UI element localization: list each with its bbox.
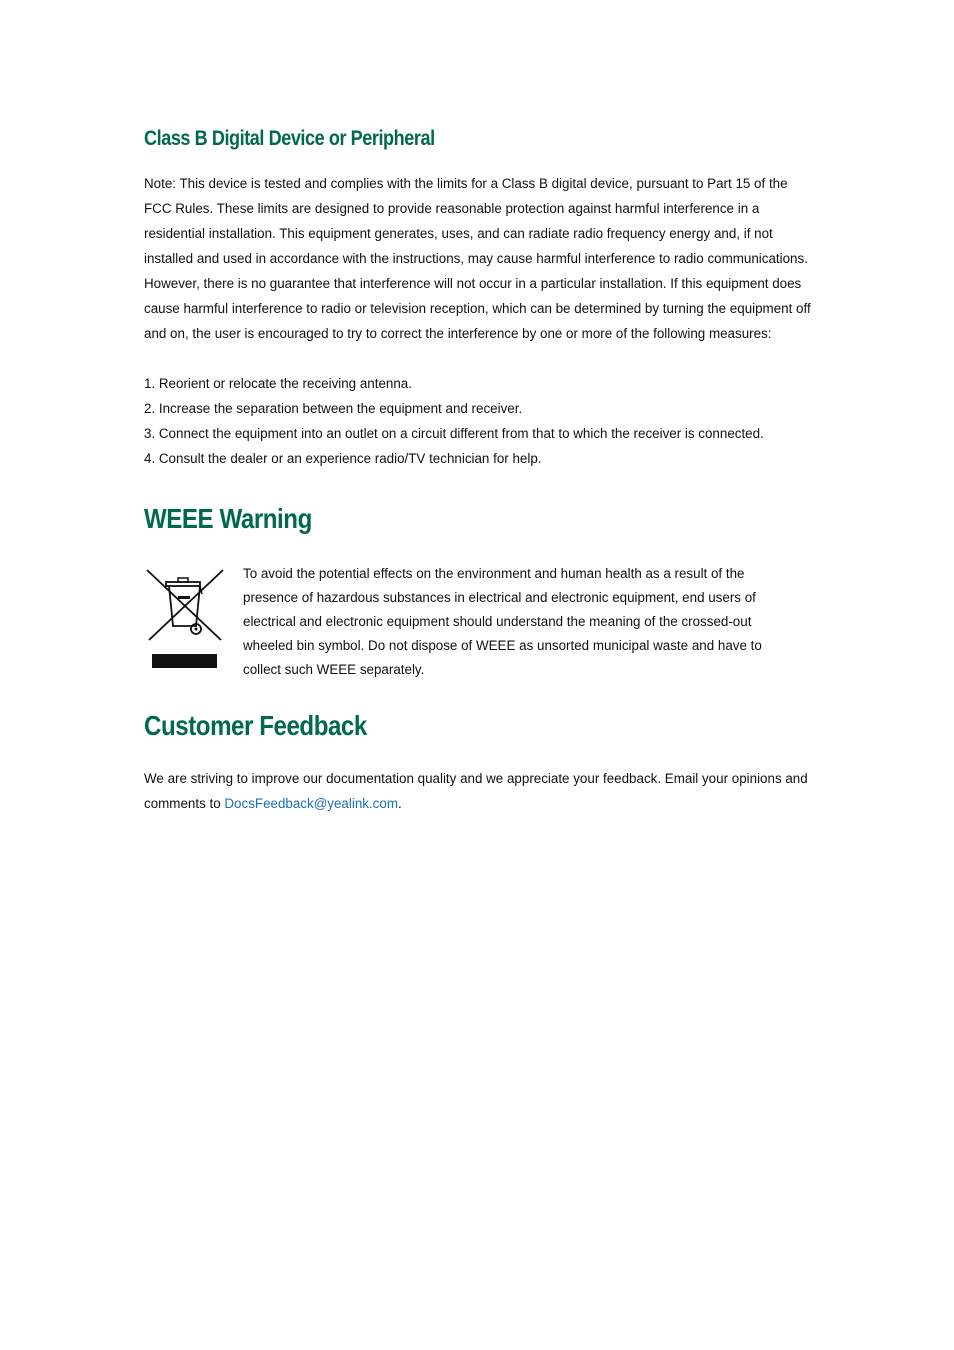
- weee-heading: WEEE Warning: [144, 503, 312, 534]
- feedback-text-after: .: [397, 796, 402, 811]
- list-item: 1. Reorient or relocate the receiving antenna.: [144, 376, 412, 391]
- class-b-measures-list: [144, 371, 816, 471]
- list-item: 3. Connect the equipment into an outlet on a circuit different from that to which the receiver is connected.: [144, 426, 764, 441]
- list-item: 2. Increase the separation between the equipment and receiver.: [144, 401, 523, 416]
- feedback-text: [144, 766, 816, 816]
- feedback-text-before: We are striving to improve our documentation quality and we appreciate your feedback. Email your opinions and comments to: [144, 771, 808, 811]
- feedback-heading: Customer Feedback: [144, 710, 367, 741]
- class-b-heading: Class B Digital Device or Peripheral: [144, 127, 435, 150]
- feedback-email-link[interactable]: DocsFeedback@yealink.com: [224, 796, 398, 811]
- class-b-note: Note: This device is tested and complies with the limits for a Class B digital device, pursuant to Part 15 of the FCC Rules. These limits are designed to provide reasonable protection against harmful interference in a residential installation. This equipment generates, uses, and can radiate radio frequency energy and, if not installed and used in accordance with the instructions, may cause harmful interference to radio communications. However, there is no guarantee that interference will not occur in a particular installation. If this equipment does cause harmful interference to radio or television reception, which can be determined by turning the equipment off and on, the user is encouraged to try to correct the interference by one or more of the following measures:: [144, 176, 811, 341]
- weee-description: To avoid the potential effects on the environment and human health as a result of the presence of hazardous substances in electrical and electronic equipment, end users of electrical and electronic equipment should understand the meaning of the crossed-out wheeled bin symbol. Do not dispose of WEEE as unsorted municipal waste and have to collect such WEEE separately.: [243, 566, 762, 677]
- crossed-out-wheeled-bin-icon: [144, 566, 226, 672]
- weee-row: [144, 562, 816, 682]
- list-item: 4. Consult the dealer or an experience radio/TV technician for help.: [144, 451, 542, 466]
